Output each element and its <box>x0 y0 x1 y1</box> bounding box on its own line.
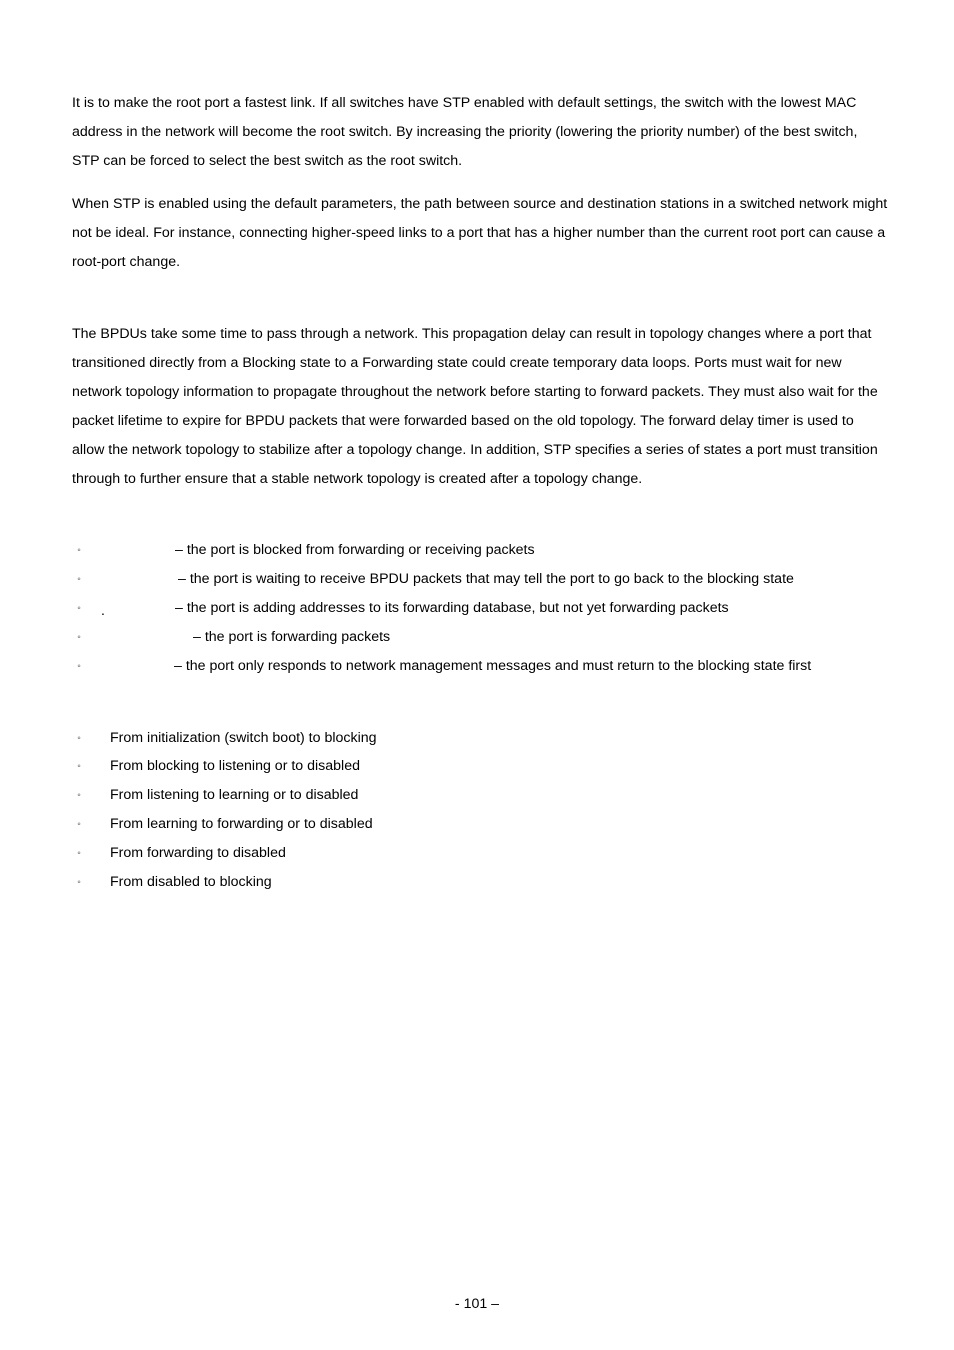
list-item-text: – the port is adding addresses to its forwarding database, but not yet forwarding packets <box>175 600 729 616</box>
stray-mark: . <box>101 602 105 618</box>
list-item-text: From disabled to blocking <box>110 874 272 890</box>
list-item-text: – the port is forwarding packets <box>193 629 391 645</box>
list-item-text: From learning to forwarding or to disabled <box>110 816 373 832</box>
list-item <box>72 623 892 652</box>
bullet-icon: ◦ <box>77 877 81 888</box>
paragraph-stp-default-path: When STP is enabled using the default parameters, the path between source and destination stations in a switched network might not be ideal. For instance, connecting higher-speed links to a port that has a higher number than the current root port can cause a root-port change. <box>72 196 888 270</box>
bullet-icon: ◦ <box>77 603 81 614</box>
list-item-text: From forwarding to disabled <box>110 845 286 861</box>
list-item <box>72 594 892 623</box>
paragraph-bpdu-propagation: The BPDUs take some time to pass through a network. This propagation delay can result in topology changes where a port that transitioned directly from a Blocking state to a Forwarding state could create temporary data loops. Ports must wait for new network topology information to propagate throughout the network before starting to forward packets. They must also wait for the packet lifetime to expire for BPDU packets that were forwarded based on the old topology. The forward delay timer is used to allow the network topology to stabilize after a topology change. In addition, STP specifies a series of states a port must transition through to further ensure that a stable network topology is created after a topology change. <box>72 326 878 487</box>
list-item <box>72 868 892 897</box>
list-item-text: From initialization (switch boot) to blocking <box>110 730 377 746</box>
bullet-icon: ◦ <box>77 574 81 585</box>
list-item <box>72 536 892 565</box>
list-item <box>72 752 892 781</box>
list-item <box>72 565 892 594</box>
list-item-text: – the port is waiting to receive BPDU packets that may tell the port to go back to the blocking state <box>178 571 794 587</box>
paragraph-root-port: It is to make the root port a fastest link. If all switches have STP enabled with default settings, the switch with the lowest MAC address in the network will become the root switch. By increasing the priority (lowering the priority number) of the best switch, STP can be forced to select the best switch as the root switch. <box>72 95 858 169</box>
bullet-icon: ◦ <box>77 632 81 643</box>
list-item <box>72 810 892 839</box>
list-item-text: – the port only responds to network management messages and must return to the blocking state first <box>174 658 812 674</box>
bullet-icon: ◦ <box>77 733 81 744</box>
list-item <box>72 652 892 681</box>
list-item <box>72 781 892 810</box>
bullet-icon: ◦ <box>77 819 81 830</box>
bullet-icon: ◦ <box>77 848 81 859</box>
bullet-icon: ◦ <box>77 661 81 672</box>
list-item-text: – the port is blocked from forwarding or receiving packets <box>175 542 535 558</box>
list-item-text: From listening to learning or to disabled <box>110 787 359 803</box>
bullet-icon: ◦ <box>77 545 81 556</box>
bullet-icon: ◦ <box>77 761 81 772</box>
bullet-icon: ◦ <box>77 790 81 801</box>
list-item <box>72 724 892 753</box>
page-number: - 101 – <box>454 1296 500 1312</box>
list-item <box>72 839 892 868</box>
list-item-text: From blocking to listening or to disabled <box>110 758 360 774</box>
